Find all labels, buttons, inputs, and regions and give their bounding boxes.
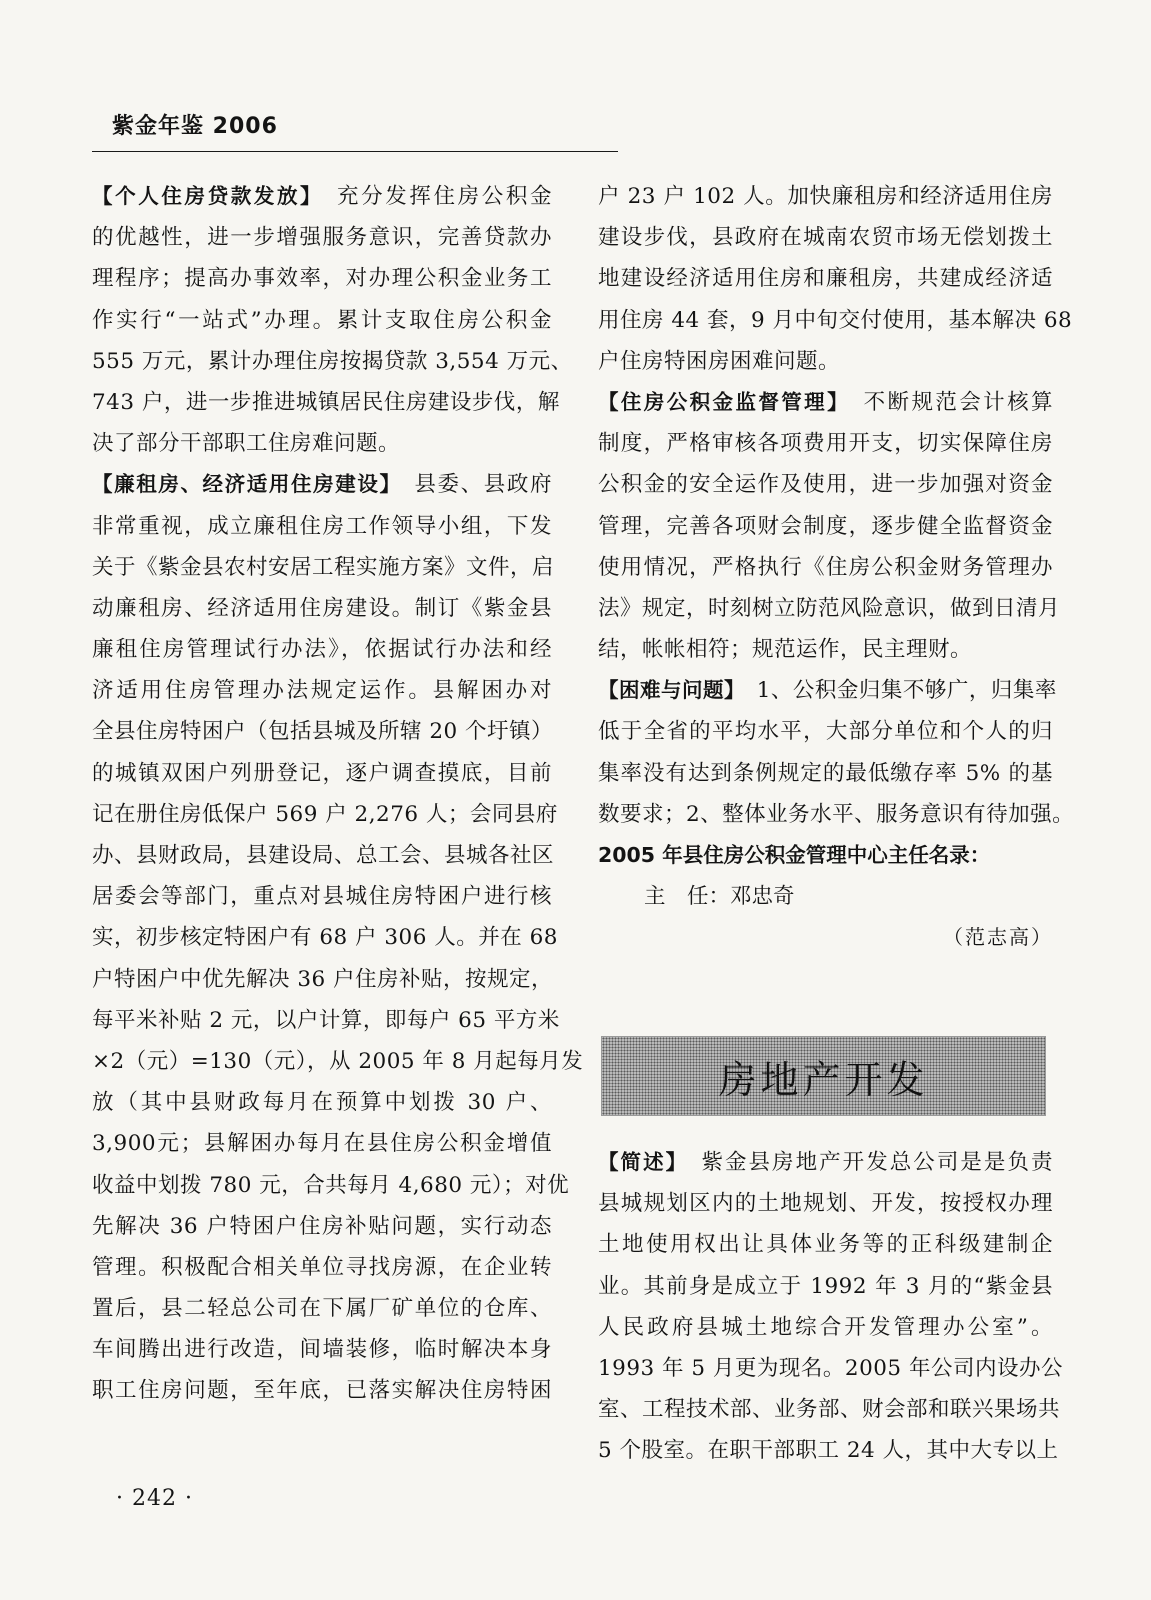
text-line [92,176,552,217]
body-text: 放（其中县财政每月在预算中划拨 30 户、 [92,1090,552,1116]
body-text: 室、工程技术部、业务部、财会部和联兴果场共 [598,1397,1061,1423]
text-line [92,464,552,505]
body-text: 公积金的安全运作及使用，进一步加强对资金 [598,472,1053,498]
header-rule [92,151,618,152]
body-text: 充分发挥住房公积金 [312,184,552,209]
body-text: 济适用住房管理办法规定运作。县解困办对 [92,678,552,704]
text-line [92,1329,552,1370]
body-text: 3,900元；县解困办每月在县住房公积金增值 [92,1131,552,1157]
body-text: 作实行“一站式”办理。累计支取住房公积金 [92,307,552,333]
body-text: 户 23 户 102 人。加快廉租房和经济适用住房 [598,184,1053,209]
section-keyword: 【个人住房贷款发放】 [92,184,313,208]
body-text: 每平米补贴 2 元，以户计算，即每户 65 平方米 [92,1007,560,1033]
text-line [598,1224,1053,1265]
text-line [598,1348,1063,1389]
text-line [92,753,552,794]
body-text: 人民政府县城土地综合开发管理办公室”。 [598,1314,1053,1340]
body-text: 制度，严格审核各项费用开支，切实保障住房 [598,431,1053,457]
text-line [92,1000,560,1041]
text-line [92,547,555,588]
body-text: 的优越性，进一步增强服务意识，完善贷款办 [92,225,552,251]
text-line [92,258,552,299]
text-line [598,506,1053,547]
text-line [92,217,552,258]
text-line [598,382,1053,423]
author-signature: （范志高） [943,925,1053,950]
text-line [92,917,558,958]
text-line [598,1183,1053,1224]
body-text: 理程序；提高办事效率，对办理公积金业务工 [92,266,552,292]
text-line [598,711,1053,752]
text-line [598,176,1053,217]
body-text: 使用情况，严格执行《住房公积金财务管理办 [598,554,1053,580]
text-line [598,300,1073,341]
text-line [598,423,1053,464]
text-line [92,382,560,423]
text-line [92,300,552,341]
text-line [92,588,552,629]
body-text: 法》规定，时刻树立防范风险意识，做到日清月 [598,595,1061,621]
body-text: 管理。积极配合相关单位寻找房源，在企业转 [92,1254,552,1280]
body-text: 实，初步核定特困户有 68 户 306 人。并在 68 [92,925,558,951]
body-text: 收益中划拨 780 元，合共每月 4,680 元）；对优 [92,1172,570,1198]
body-text: 办、县财政局，县建设局、总工会、县城各社区 [92,843,555,868]
text-line [598,547,1053,588]
body-text: 职工住房问题，至年底，已落实解决住房特困 [92,1378,552,1404]
body-text: 结，帐帐相符；规范运作，民主理财。 [598,637,973,663]
body-text: 用住房 44 套，9 月中旬交付使用，基本解决 68 [598,307,1073,333]
text-line [598,1307,1053,1348]
text-line [92,1123,552,1164]
section-keyword: 【困难与问题】 [598,678,735,703]
body-text: 记在册住房低保户 569 户 2,276 人；会同县府 [92,801,558,827]
section-keyword: 【住房公积金监督管理】 [598,389,840,414]
body-text: 业。其前身是成立于 1992 年 3 月的“紫金县 [598,1273,1053,1299]
text-line [92,670,552,711]
text-line [598,1430,1059,1471]
page-number: · 242 · [116,1486,193,1511]
body-text: 廉租住房管理试行办法》，依据试行办法和经 [92,637,552,663]
body-text: 1、公积金归集不够广，归集率 [734,678,1057,704]
body-text: 居委会等部门，重点对县城住房特困户进行核 [92,884,552,910]
directory-title: 2005 年县住房公积金管理中心主任名录： [598,843,991,867]
body-text: 户住房特困房困难问题。 [598,348,841,374]
section-keyword: 【简述】 [598,1150,678,1174]
text-line [598,670,1057,711]
text-line [92,423,552,464]
body-text: 关于《紫金县农村安居工程实施方案》文件，启 [92,554,555,580]
body-text: 非常重视，成立廉租住房工作领导小组，下发 [92,513,552,539]
text-line [598,1389,1061,1430]
body-text: 集率没有达到条例规定的最低缴存率 5% 的基 [598,760,1053,786]
body-text: 低于全省的平均水平，大部分单位和个人的归 [598,719,1053,745]
text-line [598,794,1075,835]
left-column [92,176,584,1412]
text-line [92,1041,584,1082]
body-text: 县委、县政府 [391,472,552,498]
body-text: 建设步伐，县政府在城南农贸市场无偿划拨土 [598,225,1053,251]
body-text: 紫金县房地产开发总公司是是负责 [677,1150,1053,1175]
body-text: 先解决 36 户特困户住房补贴问题，实行动态 [92,1213,552,1239]
body-text: 车间腾出进行改造，间墙装修，临时解决本身 [92,1337,552,1363]
section-keyword: 【廉租房、经济适用住房建设】 [92,472,392,497]
text-line [92,629,552,670]
text-line [598,258,1053,299]
text-line [598,1142,1053,1183]
section-title: 房地产开发 [718,1057,929,1102]
text-line [92,1370,552,1411]
text-line [92,711,552,752]
directory-entry: 主 任：邓忠奇 [644,884,795,910]
body-text: 决了部分干部职工住房难问题。 [92,431,401,457]
text-line [92,1082,552,1123]
body-text: 土地使用权出让具体业务等的正科级建制企 [598,1232,1053,1258]
body-text: 置后，县二轻总公司在下属厂矿单位的仓库、 [92,1296,552,1322]
text-line [598,753,1053,794]
body-text: 户特困户中优先解决 36 户住房补贴，按规定， [92,966,554,992]
body-text: 不断规范会计核算 [839,389,1053,415]
text-line [92,876,552,917]
body-text: 动廉租房、经济适用住房建设。制订《紫金县 [92,595,552,621]
text-line [92,341,573,382]
text-line [598,217,1053,258]
text-line [92,506,552,547]
body-text: 1993 年 5 月更为现名。2005 年公司内设办公 [598,1355,1063,1381]
text-line [598,1266,1053,1307]
body-text: 县城规划区内的土地规划、开发，按授权办理 [598,1191,1053,1217]
right-column-lower [598,1142,1063,1472]
body-text: 管理，完善各项财会制度，逐步健全监督资金 [598,513,1053,539]
body-text: ×2（元）=130（元），从 2005 年 8 月起每月发 [92,1048,584,1074]
section-banner [601,1036,1046,1116]
text-line [92,794,558,835]
body-text: 全县住房特困户（包括县城及所辖 20 个圩镇） [92,719,554,745]
text-line [598,464,1053,505]
text-line [92,1165,570,1206]
body-text: 5 个股室。在职干部职工 24 人，其中大专以上 [598,1438,1059,1464]
text-line [598,341,1053,382]
body-text: 数要求；2、整体业务水平、服务意识有待加强。 [598,801,1075,827]
text-line [92,835,555,876]
text-line [92,1247,552,1288]
running-head: 紫金年鉴 2006 [112,114,278,139]
body-text: 555 万元，累计办理住房按揭贷款 3,554 万元、 [92,348,573,374]
right-column-upper [598,176,1075,835]
text-line [92,1288,552,1329]
body-text: 743 户，进一步推进城镇居民住房建设步伐，解 [92,389,560,415]
body-text: 地建设经济适用住房和廉租房，共建成经济适 [598,266,1053,292]
right-column [598,176,1075,959]
text-line [598,588,1061,629]
text-line [92,959,552,1000]
directory [598,835,1053,917]
text-line [92,1206,552,1247]
text-line [598,629,1053,670]
body-text: 的城镇双困户列册登记，逐户调查摸底，目前 [92,760,552,786]
